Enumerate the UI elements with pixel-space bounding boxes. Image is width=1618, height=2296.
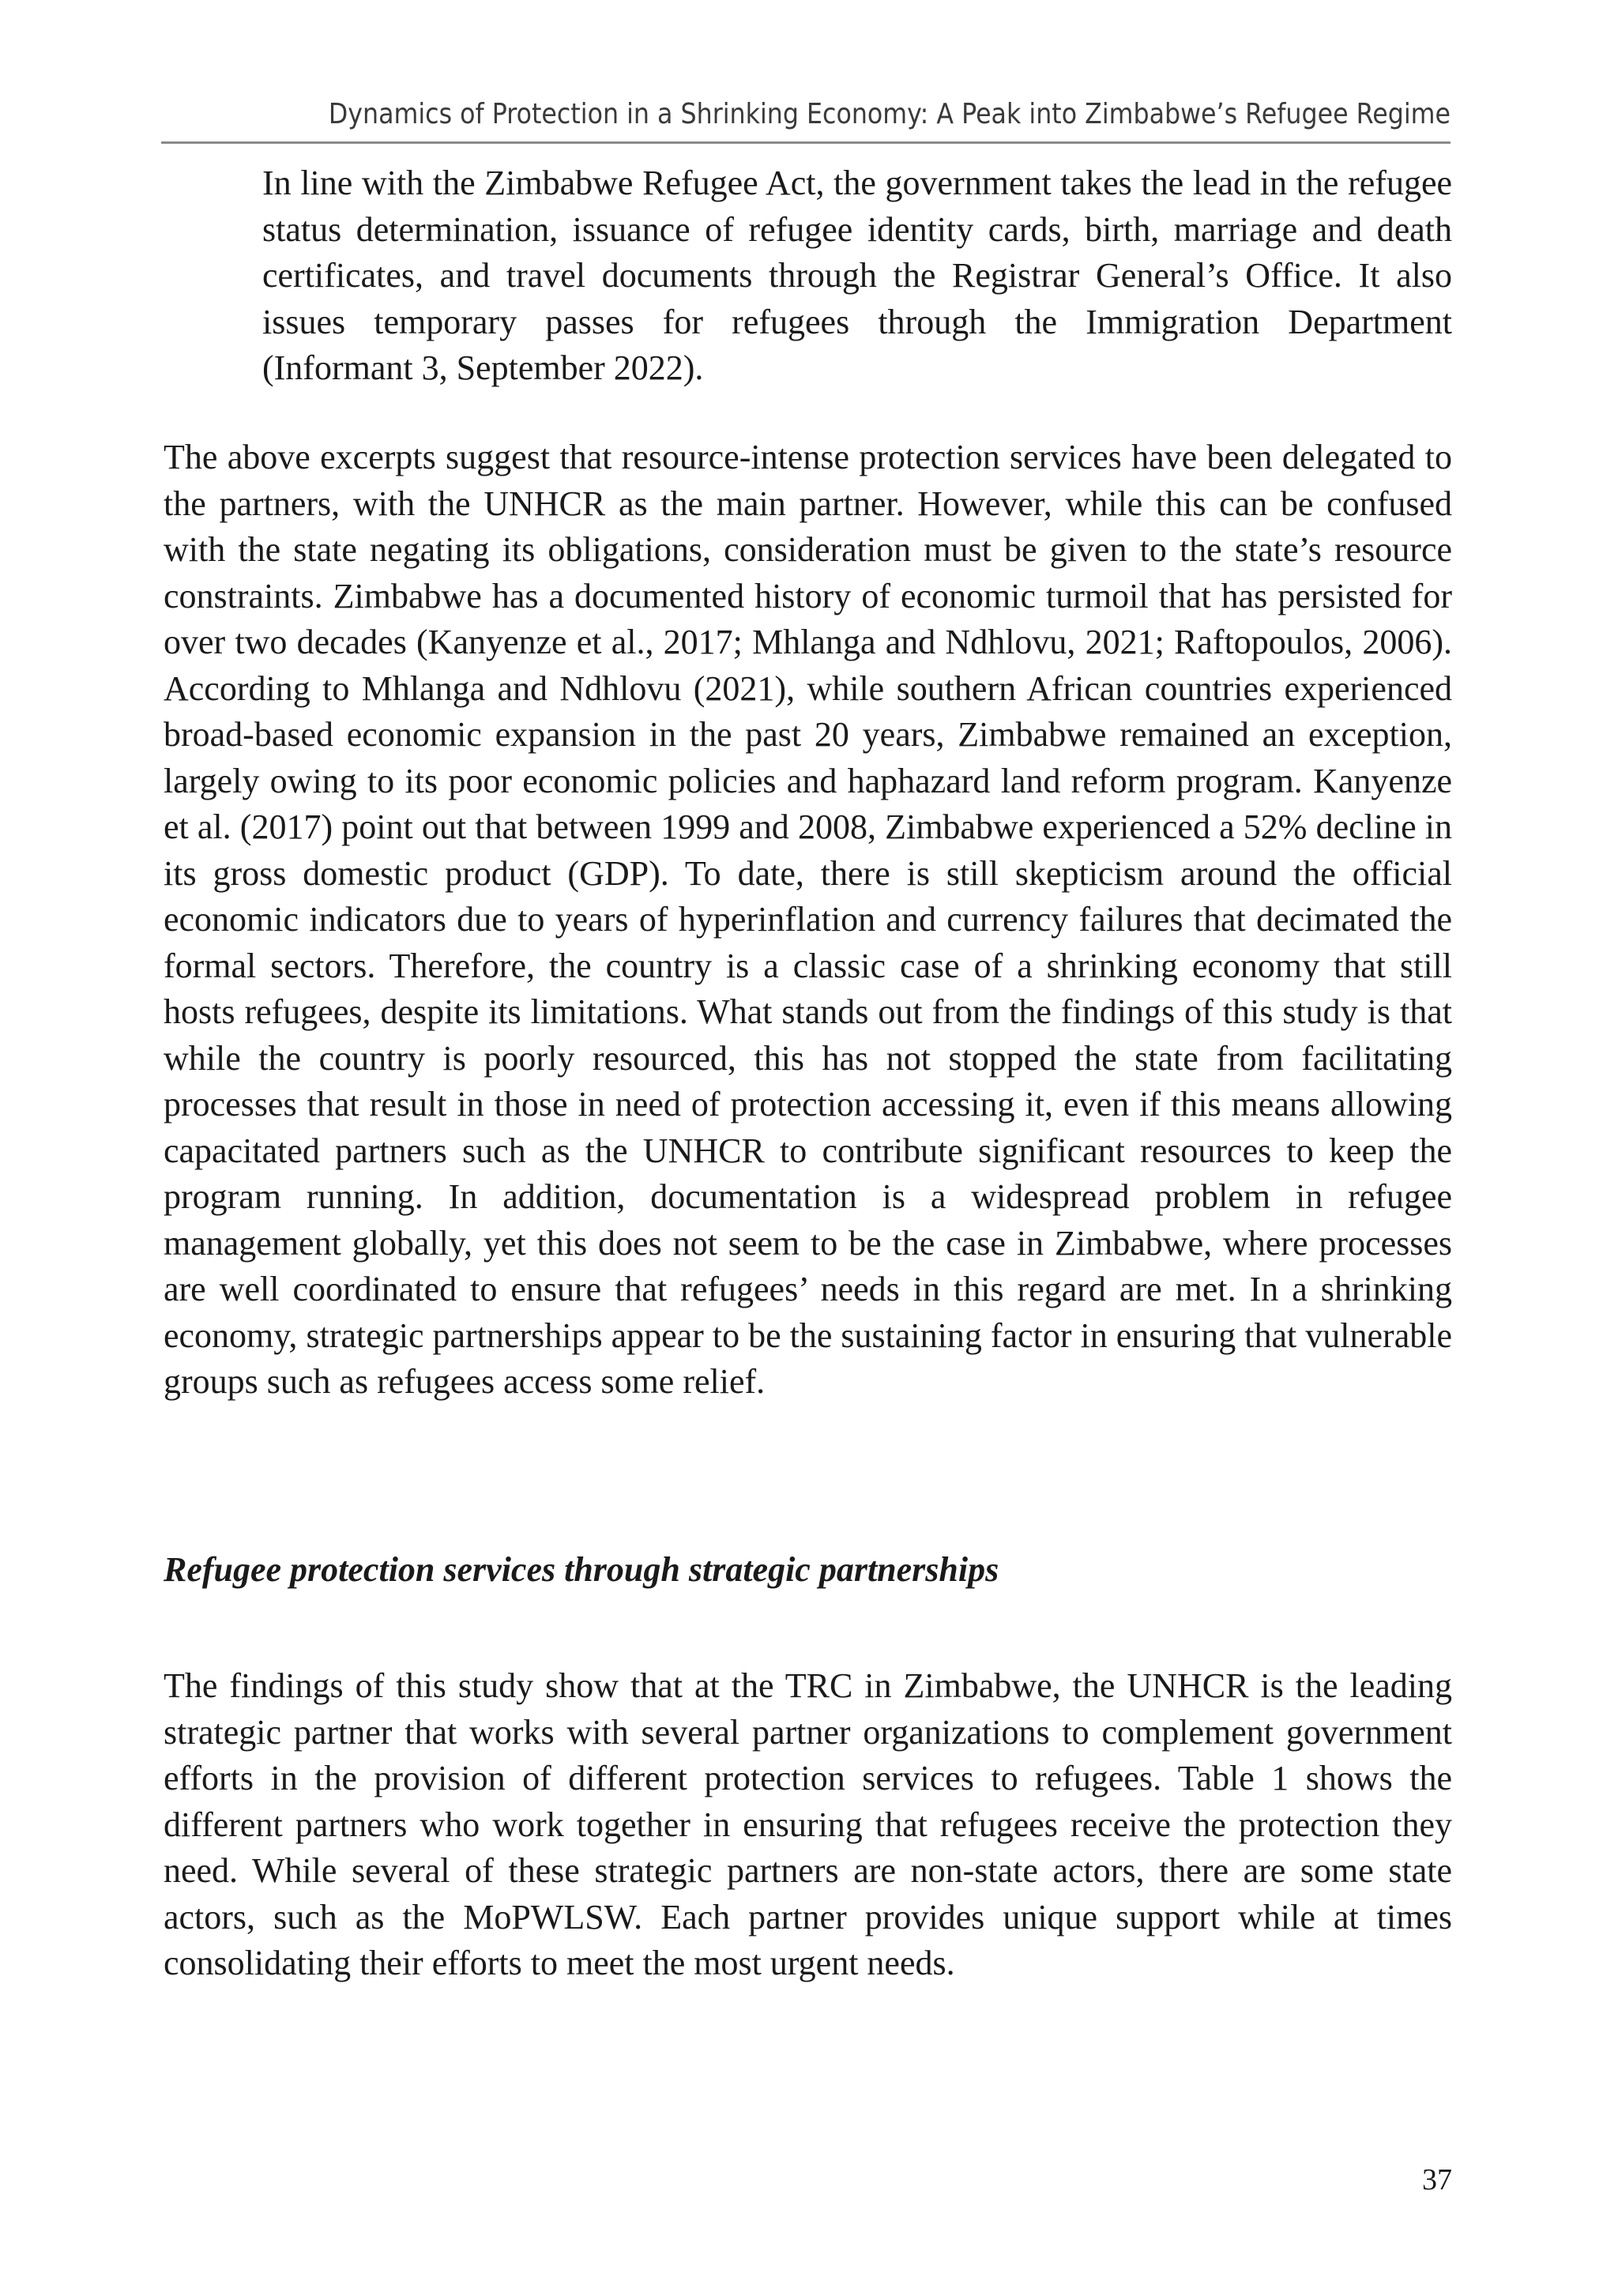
header-rule-divider [161, 141, 1451, 144]
section-subheading: Refugee protection services through strategic partnerships [164, 1550, 999, 1589]
page-number: 37 [1422, 2163, 1452, 2196]
running-header-title: Dynamics of Protection in a Shrinking Economy: A Peak into Zimbabwe’s Refugee Regime [328, 98, 1451, 130]
block-quote: In line with the Zimbabwe Refugee Act, the government takes the lead in the refugee status determination, issuance of refugee identity cards, birth, marriage and death certificates, and travel documents through the Registrar General’s Office. It also issues temporary passes for refugees through the Immigration Department (Informant 3, September 2022). [262, 164, 1452, 387]
body-paragraph-strategic-partners: The findings of this study show that at the TRC in Zimbabwe, the UNHCR is the leading strategic partner that works with several partner organizations to complement government efforts in the provision of different protection services to refugees. Table 1 shows the different partners who work together in ensuring that refugees receive the protection they need. While several of these strategic partners are non-state actors, there are some state actors, such as the MoPWLSW. Each partner provides unique support while at times consolidating their efforts to meet the most urgent needs. [164, 1666, 1452, 1982]
body-paragraph-economic-context: The above excerpts suggest that resource-intense protection services have been delegated to the partners, with the UNHCR as the main partner. However, while this can be confused with the state negating its obligations, consideration must be given to the state’s resource constraints. Zimbabwe has a documented history of economic turmoil that has persisted for over two decades (Kanyenze et al., 2017; Mhlanga and Ndhlovu, 2021; Raftopoulos, 2006). According to Mhlanga and Ndhlovu (2021), while southern African countries experienced broad-based economic expansion in the past 20 years, Zimbabwe remained an exception, largely owing to its poor economic policies and haphazard land reform program. Kanyenze et al. (2017) point out that between 1999 and 2008, Zimbabwe experienced a 52% decline in its gross domestic product (GDP). To date, there is still skepticism around the official economic indicators due to years of hyperinflation and currency failures that decimated the formal sectors. Therefore, the country is a classic case of a shrinking economy that still hosts refugees, despite its limitations. What stands out from the findings of this study is that while the country is poorly resourced, this has not stopped the state from facilitating processes that result in those in need of protection accessing it, even if this means allowing capacitated partners such as the UNHCR to contribute significant resources to keep the program running. In addition, documentation is a widespread problem in refugee management globally, yet this does not seem to be the case in Zimbabwe, where processes are well coordinated to ensure that refugees’ needs in this regard are met. In a shrinking economy, strategic partnerships appear to be the sustaining factor in ensuring that vulnerable groups such as refugees access some relief. [164, 438, 1452, 1401]
